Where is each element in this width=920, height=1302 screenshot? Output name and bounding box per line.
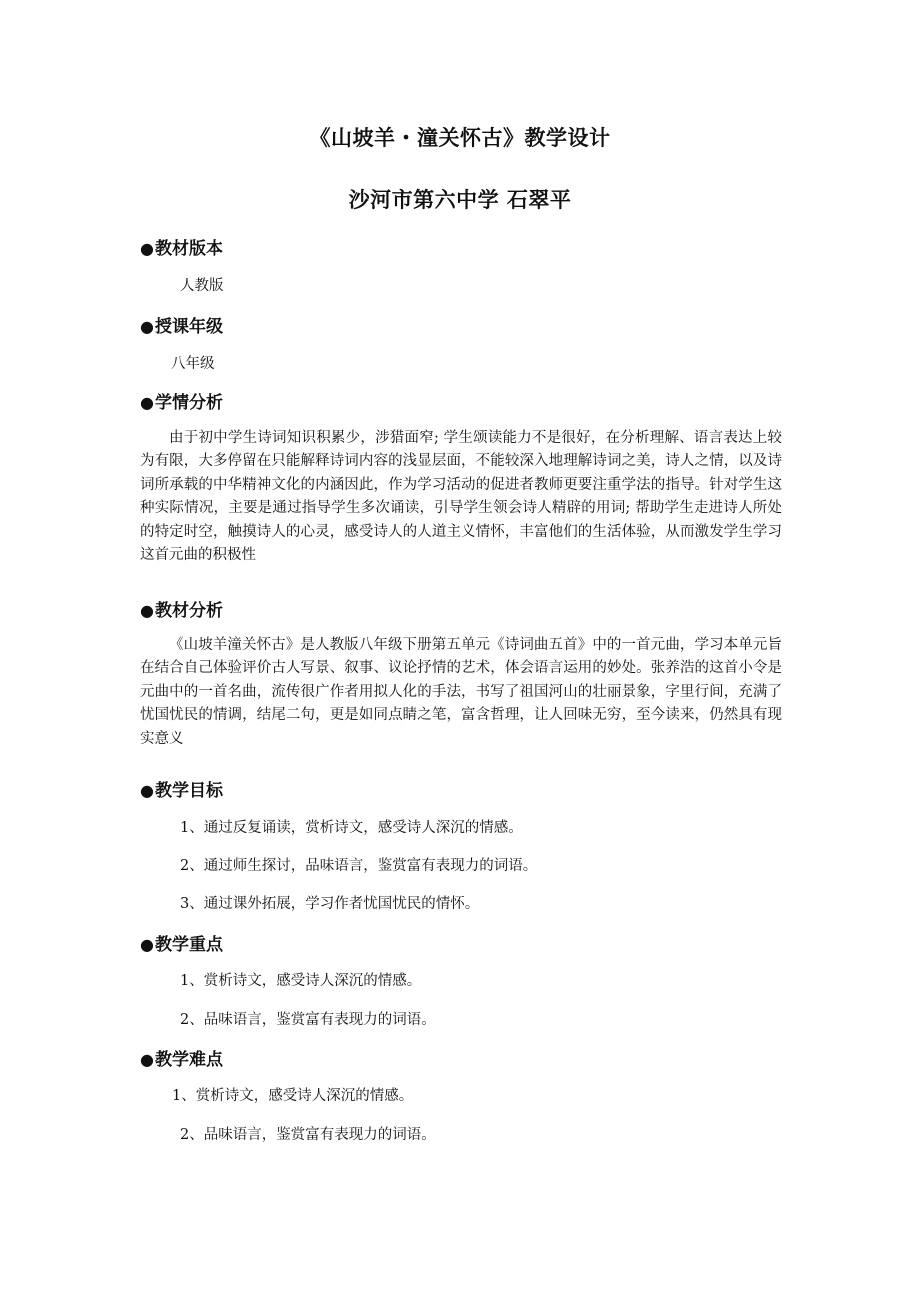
material-analysis-paragraph: 《山坡羊潼关怀古》是人教版八年级下册第五单元《诗词曲五首》中的一首元曲，学习本单元旨在结合自己体验评价古人写景、叙事、议论抒情的艺术，体会语言运用的妙处。张养浩的这首小令是元曲中的一首名曲，流传很广作者用拟人化的手法，书写了祖国河山的壮丽景象，字里行间，充满了忧国忧民的情调，结尾二句，更是如同点睛之笔，富含哲理，让人回味无穷，至今读来，仍然具有现实意义	[140, 637, 782, 747]
bullet-icon: ●	[140, 781, 154, 800]
author-line: 沙河市第六中学 石翠平	[348, 188, 572, 212]
section-heading-teaching-objectives: ●教学目标	[140, 781, 223, 801]
list-item: 1、通过反复诵读，赏析诗文，感受诗人深沉的情感。	[180, 820, 523, 836]
section-heading-student-analysis: ●学情分析	[140, 393, 223, 413]
list-item: 2、通过师生探讨，品味语言，鉴赏富有表现力的词语。	[180, 858, 538, 874]
section-heading-material-analysis: ●教材分析	[140, 601, 223, 621]
bullet-icon: ●	[140, 393, 154, 412]
bullet-icon: ●	[140, 1050, 154, 1069]
bullet-icon: ●	[140, 935, 154, 954]
list-item: 2、品味语言，鉴赏富有表现力的词语。	[180, 1012, 436, 1028]
bullet-icon: ●	[140, 239, 154, 258]
section-text: 人教版	[180, 278, 224, 294]
bullet-icon: ●	[140, 601, 154, 620]
list-item: 3、通过课外拓展，学习作者忧国忧民的情怀。	[180, 896, 480, 912]
bullet-icon: ●	[140, 317, 154, 336]
list-item: 2、品味语言，鉴赏富有表现力的词语。	[180, 1127, 436, 1143]
document-title: 《山坡羊・潼关怀古》教学设计	[309, 126, 611, 150]
section-heading-key-points: ●教学重点	[140, 935, 223, 955]
section-heading-textbook-edition: ●教材版本	[140, 239, 223, 259]
list-item: 1、赏析诗文，感受诗人深沉的情感。	[172, 1088, 414, 1104]
list-item: 1、赏析诗文，感受诗人深沉的情感。	[180, 973, 422, 989]
section-heading-difficult-points: ●教学难点	[140, 1050, 223, 1070]
student-analysis-paragraph: 由于初中学生诗词知识积累少，涉猎面窄; 学生颂读能力不是很好，在分析理解、语言表达上较为有限，大多停留在只能解释诗词内容的浅显层面，不能较深入地理解诗词之美，诗人之情，以及诗词所承载的中华精神文化的内涵因此，作为学习活动的促进者教师更要注重学法的指导。针对学生这种实际情况，主要是通过指导学生多次诵读，引导学生领会诗人精辟的用词; 帮助学生走进诗人所处的特定时空，触摸诗人的心灵，感受诗人的人道主义情怀，丰富他们的生活体验，从而激发学生学习这首元曲的积极性	[140, 430, 782, 564]
section-heading-grade: ●授课年级	[140, 317, 223, 337]
section-text: 八年级	[171, 356, 215, 372]
